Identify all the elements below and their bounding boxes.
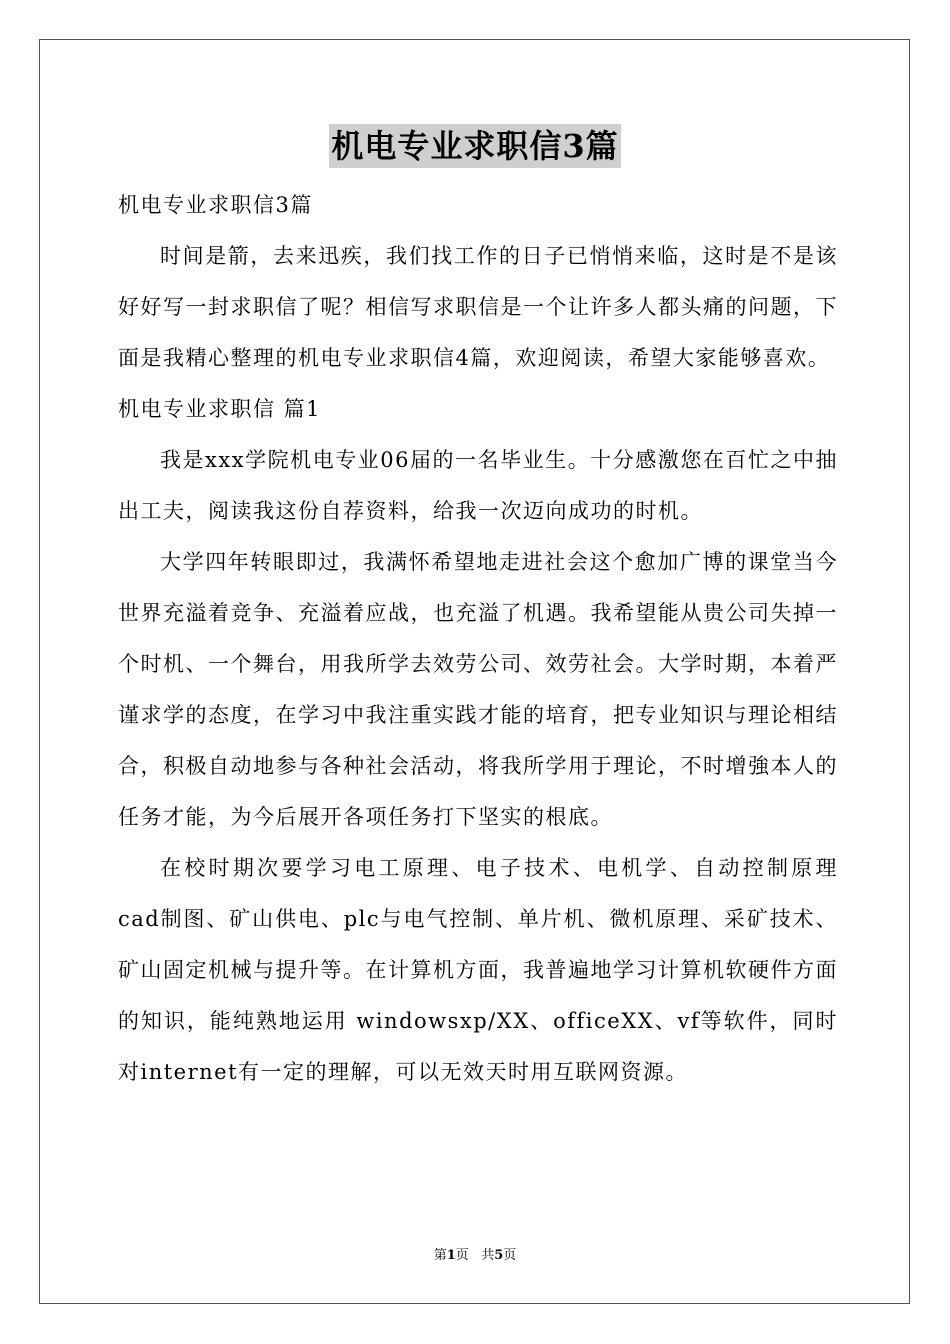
page-total: 5 (494, 1248, 504, 1263)
document-title: 机电专业求职信3篇 (329, 124, 620, 168)
body-paragraph-1: 我是xxx学院机电专业06届的一名毕业生。十分感激您在百忙之中抽出工夫，阅读我这份自荐资料，给我一次迈向成功的时机。 (118, 448, 838, 523)
total-prefix: 共 (481, 1248, 495, 1263)
document-body (118, 180, 838, 1098)
title-container (0, 124, 950, 168)
intro-paragraph: 时间是箭，去来迅疾，我们找工作的日子已悄悄来临，这时是不是该好好写一封求职信了呢？相信写求职信是一个让许多人都头痛的问题，下面是我精心整理的机电专业求职信4篇，欢迎阅读，希望大家能够喜欢。 (118, 244, 838, 370)
body-paragraph-2: 大学四年转眼即过，我满怀希望地走进社会这个愈加广博的课堂当今世界充溢着竞争、充溢着应战，也充溢了机遇。我希望能从贵公司失掉一个时机、一个舞台，用我所学去效劳公司、效劳社会。大学时期，本着严谨求学的态度，在学习中我注重实践才能的培育，把专业知识与理论相结合，积极自动地参与各种社会活动，将我所学用于理论，不时增強本人的任务才能，为今后展开各项任务打下坚实的根底。 (118, 550, 838, 829)
body-paragraph-3: 在校时期次要学习电工原理、电子技术、电机学、自动控制原理 cad制图、矿山供电、plc与电气控制、单片机、微机原理、采矿技术、矿山固定机械与提升等。在计算机方面，我普遍地学习计算机软硬件方面的知识，能纯熟地运用 windowsxp/XX、officeXX、vf等软件，同时对internet有一定的理解，可以无效天时用互联网资源。 (118, 856, 838, 1084)
page-current: 1 (446, 1248, 456, 1263)
section-heading-1: 机电专业求职信 篇1 (118, 397, 322, 421)
total-unit: 页 (503, 1248, 517, 1263)
page-footer (0, 1247, 950, 1265)
page-unit: 页 (455, 1248, 469, 1263)
page-prefix: 第 (433, 1248, 447, 1263)
document-subtitle: 机电专业求职信3篇 (118, 193, 313, 217)
